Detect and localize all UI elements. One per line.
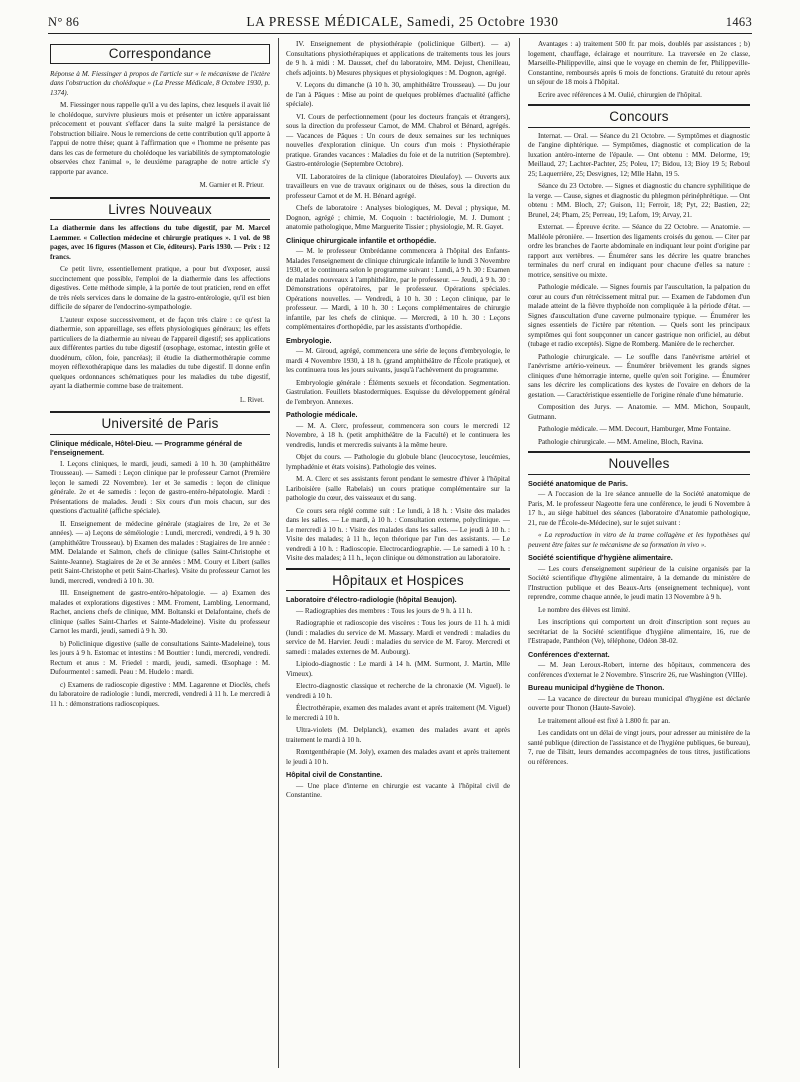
page-number: 1463	[725, 15, 752, 29]
article-paragraph: Pathologie chirurgicale. — MM. Ameline, Bloch, Ravina.	[538, 437, 704, 446]
book-reference: La diathermie dans les affections du tube digestif, par M. Marcel Laemmer. « Collection médecine et chirurgie pratiques ». 1 vol. de 98 pages, avec 16 figures (Masson et Cie, éditeurs). Paris 1930. — Prix : 12 francs.	[50, 224, 270, 261]
article-paragraph: — M. Jean Leroux-Robert, interne des hôpitaux, commencera des conférences d'externat le 2 Novembre. S'inscrire 26, rue Washington (VIIIe).	[528, 661, 750, 679]
subsection-title: Hôpital civil de Constantine.	[286, 770, 383, 779]
article-paragraph: III. Enseignement de gastro-entéro-hépatologie. — a) Examen des malades et explorations digestives : MM. Froment, Lambling, Lenormand, Rachet, anciens chefs de clinique, MM. Boltanski et Delafontaine, chefs de clinique (salles Saint-Charles et Sainte-Madeleine). Visite du professeur Carnot les mardi, jeudi, samedi à 9 h. 30.	[50, 589, 270, 635]
article-signature: L. Rivet.	[240, 396, 264, 404]
article-paragraph: Le nombre des élèves est limité.	[538, 605, 631, 614]
section-rule	[528, 474, 750, 475]
subsection-title: Société anatomique de Paris.	[528, 478, 628, 488]
article-paragraph: Les inscriptions qui comportent un droit d'inscription sont reçues au secrétariat de la Société scientifique d'hygiène alimentaire, 16, rue de l'Estrapade, Panthéon (Ve), téléphone, Odéon 38-02.	[528, 618, 750, 645]
article-paragraph: Embryologie générale : Éléments sexuels et fécondation. Segmentation. Gastrulation. Feuillets blastodermiques. Esquisse du développement général de l'embryon. Annexes.	[286, 378, 510, 406]
section-title-correspondance: Correspondance	[108, 46, 212, 61]
article-paragraph: Composition des Jurys. — Anatomie. — MM. Michon, Soupault, Gutmann.	[528, 403, 750, 421]
subsection-title: Embryologie.	[286, 335, 332, 345]
article-intro: Réponse à M. Fiessinger à propos de l'article sur « le mécanisme de l'ictère dans l'obstruction du cholédoque » (La Presse Médicale, 8 Octobre 1930, p. 1374).	[50, 69, 270, 97]
column-right	[528, 40, 750, 1074]
article-paragraph: Externat. — Épreuve écrite. — Séance du 22 Octobre. — Anatomie. — Malléole péronière. — Insertion des ligaments croisés du genou. — Citer par ordre les branches de l'aorte abdominale en indiquant leur point d'origine par rapport aux vertèbres. — Énumérer sans les décrire les quatre branches terminales du nerf crural en indiquant pour chacune d'elles sa nature : motrice, sensitive ou mixte.	[528, 223, 750, 279]
article-paragraph: Le traitement alloué est fixé à 1.800 fr. par an.	[538, 716, 671, 725]
article-paragraph: VI. Cours de perfectionnement (pour les docteurs français et étrangers), sous la direction du professeur Carnot, de MM. Chabrol et Bénard, agrégés. — Vacances de Pâques : Un cours de deux semaines sur les techniques nouvelles d'exploration clinique. Un cours d'un mois : Physiothérapie pratique. Grandes vacances : Maladies du foie et de la nutrition (Septembre). Gastro-entérologie (Septembre Octobre).	[286, 112, 510, 168]
article-paragraph: Séance du 23 Octobre. — Signes et diagnostic du chancre syphilitique de la verge. — Cause, signes et diagnostic du phlegmon périnéphrétique. — Ont obtenu : MM. Bloch, 27; Guison, 11; Ferroir, 18; Pyt, 22; Bastien, 22; Brunel, 24; Pham, 25; Perreau, 19; Lafom, 19; Arvay, 21.	[528, 182, 750, 219]
subsection-title: Pathologie médicale.	[286, 410, 358, 419]
section-heading-box	[50, 44, 270, 64]
issue-number: N° 86	[48, 15, 80, 29]
section-rule	[50, 434, 270, 435]
article-paragraph: Ultra-violets (M. Delplanck), examen des malades avant et après traitement le mardi à 10 h.	[286, 726, 510, 744]
section-rule	[286, 568, 510, 570]
article-paragraph: VII. Laboratoires de la clinique (laboratoires Dieulafoy). — Ouverts aux travailleurs en vue de travaux originaux ou de thèses, sous la direction du professeur Carnot et de M. H. Bénard agrégé.	[286, 172, 510, 200]
article-paragraph: — Une place d'interne en chirurgie est vacante à l'hôpital civil de Constantine.	[286, 781, 510, 799]
section-title-universite: Université de Paris	[101, 416, 219, 431]
section-rule	[50, 411, 270, 413]
article-paragraph: II. Enseignement de médecine générale (stagiaires de 1re, 2e et 3e années). — a) Leçons de séméiologie : Lundi, mercredi, vendredi, à 9 h. 30 (amphithéâtre Trousseau). b) Examen des malades : Stagiaires de 1re année : MM. Delalande et Salmon, chefs de clinique (salles Saint-Christophe et Sainte-Jeanne). Stagiaires de 2e et 3e années : MM. Coury et Libert (salles petit Saint-Christophe et petit Saint-Charles). Visite du professeur Carnot les lundi, mercredi, vendredi à 10 h. 30.	[50, 519, 270, 585]
article-paragraph: Lipiodo-diagnostic : Le mardi à 14 h. (MM. Surmont, J. Martin, Mlle Vimeux).	[286, 660, 510, 678]
article-quote: « La reproduction in vitro de la trame collagène et les hypothèses qui peuvent être faites sur le mécanisme de sa formation in vivo ».	[528, 531, 750, 549]
subsection-title: Laboratoire d'électro-radiologie (hôpital Beaujon).	[286, 595, 457, 604]
page-header	[48, 14, 752, 32]
section-rule	[528, 127, 750, 128]
article-paragraph: L'auteur expose successivement, et de façon très claire : ce qu'est la diathermie, son appareillage, ses effets physiologiques généraux; les effets particuliers de la diathermie au niveau de l'appareil digestif; ses applications aux différentes parties du tube digestif (œsophage, estomac, intestin grêle et duodénum, côlon, foie, pancréas); il étudie la diathermothérapie comme moyen réflexothérapique dans les maladies du tube digestif. Il donne enfin quelques ordonnances schématiques pour les maladies du tube digestif, ayant la diathermie comme base de traitement.	[50, 315, 270, 390]
article-paragraph: — M. le professeur Ombrédanne commencera à l'hôpital des Enfants-Malades l'enseignement de clinique chirurgicale infantile le lundi 3 Novembre 1930, et le continuera selon le programme suivant : Lundi, à 9 h. 30 : Examen de malades nouveaux à l'amphithéâtre, par le professeur. — Jeudi, à 9 h. 30 : Démonstrations opératoires, par le professeur. Opérations spéciales. Opérations nouvelles. — Vendredi, à 10 h. 30 : Leçon clinique, par le professeur. — Mardi, à 10 h. 30 : Leçons complémentaires de chirurgie infantile, par les chefs de clinique. — Mercredi, à 10 h. 30 : Leçons complémentaires d'orthopédie, par les assistants d'orthopédie.	[286, 247, 510, 331]
article-paragraph: Ce petit livre, essentiellement pratique, a pour but d'exposer, aussi succinctement que possible, l'emploi de la diathermie dans les affections digestives. Cette méthode simple, à la portée de tout praticien, rend en effet de très réels services dans le domaine de la gastro-entérologie, qu'il est bien difficile de séparer de l'endocrino-sympathologie.	[50, 265, 270, 311]
article-paragraph: Ecrire avec références à M. Oulié, chirurgien de l'hôpital.	[538, 90, 702, 99]
column-divider	[519, 38, 520, 1068]
header-rule	[48, 33, 752, 34]
article-paragraph: b) Policlinique digestive (salle de consultations Sainte-Madeleine), tous les jours à 9 h. Estomac et intestins : M Bouttier : lundi, mercredi, vendredi. Rectum et anus : M. Friedel : mardi, jeudi, samedi. Œsophage : M. Dufourmentel : samedi. Peau : M. Hudelo : mardi.	[50, 639, 270, 676]
subsection-title: Bureau municipal d'hygiène de Thonon.	[528, 683, 665, 692]
column-middle	[286, 40, 510, 1074]
subsection-title: Clinique chirurgicale infantile et orthopédie.	[286, 235, 437, 245]
section-title-concours: Concours	[609, 109, 669, 124]
article-paragraph: V. Leçons du dimanche (à 10 h. 30, amphithéâtre Trousseau). — Du jour de l'an à Pâques : Mise au point de quelques problèmes d'actualité (affiche spéciale).	[286, 81, 510, 108]
article-paragraph: Pathologie médicale. — MM. Decourt, Hamburger, Mme Fontaine.	[538, 425, 731, 433]
masthead: LA PRESSE MÉDICALE, Samedi, 25 Octobre 1930	[246, 14, 559, 29]
article-paragraph: — A l'occasion de la 1re séance annuelle de la Société anatomique de Paris, M. le professeur Nageotte fera une conférence, le jeudi 6 Novembre à 17 h., au siège habituel des séances (laboratoire d'Anatomie pathologique, 21, rue de l'École-de-Médecine), sur le sujet suivant :	[528, 490, 750, 527]
article-paragraph: IV. Enseignement de physiothérapie (policlinique Gilbert). — a) Consultations physiothérapiques et applications de traitements tous les jours de 9 h. à midi : M. Dausset, chef du laboratoire, MM. Dejust, Chenilleau, chefs adjoints. b) Mesures physiques et physiologiques : M. Dognon, agrégé.	[286, 40, 510, 77]
article-paragraph: Pathologie médicale. — Signes fournis par l'auscultation, la palpation du cœur au cours d'un rétrécissement mitral pur. — Examen de l'abdomen d'un malade atteint de la fièvre thyphoïde non compliquée à la période d'état. — Signes d'auscultation d'une caverne pulmonaire typique. — Énumérer les signes essentiels de l'ictère par rétention. — Quels sont les principaux symptômes qui font soupçonner un cancer gastrique non orificiel, au début (tubage et radio exceptés). Signe de Romberg. Manière de le rechercher.	[528, 283, 750, 348]
subsection-title: Clinique médicale, Hôtel-Dieu. — Programme général de l'enseignement.	[50, 438, 243, 457]
section-title-hopitaux: Hôpitaux et Hospices	[332, 572, 464, 588]
article-paragraph: — Radiographies des membres : Tous les jours de 9 h. à 11 h.	[296, 606, 473, 615]
section-title-livres: Livres Nouveaux	[108, 201, 212, 217]
article-paragraph: — La vacance de directeur du bureau municipal d'hygiène est déclarée ouverte pour Thonon (Haute-Savoie).	[528, 694, 750, 712]
article-paragraph: I. Leçons cliniques, le mardi, jeudi, samedi à 10 h. 30 (amphithéâtre Trousseau). — Samedi : Leçon clinique par le professeur Carnot (Première leçon le samedi 22 Novembre). 1er et 3e samedis : leçon de clinique générale. 2e et 4e samedis : leçon de gastro-entéro-hépatologie. Mardi : Présentations de malades. Jeudi : Six cours d'un mois chacun, sur des questions d'actualité (affiche spéciale).	[50, 459, 270, 515]
article-paragraph: Electro-diagnostic classique et recherche de la chronaxie (M. Viguel). le vendredi à 10 h.	[286, 682, 510, 700]
article-paragraph: M. A. Clerc et ses assistants feront pendant le semestre d'hiver à l'hôpital Lariboisière (salle Rabelais) un cours pratique complémentaire sur la pathologie du cœur, des vaisseaux et du sang.	[286, 475, 510, 502]
article-paragraph: — M. A. Clerc, professeur, commencera son cours le mercredi 12 Novembre, à 18 h. (petit amphithéâtre de la Faculté) et le continuera les vendredis, lundis et mercredis suivants à la même heure.	[286, 421, 510, 449]
subsection-title: Conférences d'externat.	[528, 649, 610, 659]
article-paragraph: Électrothérapie, examen des malades avant et après traitement (M. Viguel) le mercredi à 10 h.	[286, 704, 510, 722]
article-paragraph: M. Fiessinger nous rappelle qu'il a vu des lapins, chez lesquels il avait lié le cholédoque, survivre plusieurs mois et présenter un ictère apparaissant précocement et pouvant s'effacer dans la suite malgré la persistance de l'obstruction biliaire. Nous le remercions de cette contribution qu'il apporte à l'appui de notre thèse; quant à l'affirmation que « l'homme ne présente pas dans les cas de fermeture du cholédoque les variabilités de symptomatologie observées chez l'animal », le deuxième paragraphe de notre article s'y rapporte par avance.	[50, 101, 270, 176]
section-title-nouvelles: Nouvelles	[608, 456, 670, 471]
section-rule	[528, 451, 750, 453]
article-paragraph: Les candidats ont un délai de vingt jours, pour adresser au ministère de la santé publique (direction de l'assistance et de l'hygiène publiques, 6e bureau), 7, rue de Tilsitt, leurs demandes accompagnées de tous titres, justifications ou références.	[528, 729, 750, 766]
section-rule	[50, 219, 270, 220]
section-rule	[286, 590, 510, 591]
column-left	[50, 40, 270, 1074]
article-paragraph: — Les cours d'enseignement supérieur de la cuisine organisés par la Société scientifique d'hygiène alimentaire, à la demande du ministère de l'Instruction publique et des Beaux-Arts (enseignement technique), vont reprendre, comme chaque année, le jeudi matin 13 Novembre à 9 h.	[528, 564, 750, 601]
article-signature: M. Garnier et R. Prieur.	[199, 182, 264, 189]
article-paragraph: Rœntgenthérapie (M. Joly), examen des malades avant et après traitement le jeudi à 10 h.	[286, 748, 510, 766]
article-paragraph: Ce cours sera réglé comme suit : Le lundi, à 18 h. : Visite des malades dans les salles. — Le mardi, à 10 h. : Consultation externe, polyclinique. — Le mercredi à 10 h. : Visite des malades dans les salles. — Le jeudi à 10 h. : Visite des malades; à 11 h., leçon théorique par l'un des assistants. — Le vendredi à 10 h. : Radioscopie. Electrocardiographie. — Le samedi à 10 h. : Visite des malades; à 11 h., leçon clinique ou démonstration au laboratoire.	[286, 506, 510, 562]
subsection-title: Société scientifique d'hygiène alimentaire.	[528, 553, 673, 562]
article-paragraph: Chefs de laboratoire : Analyses biologiques, M. Deval ; physique, M. Dognon, agrégé ; chimie, M. Coquoin : bactériologie, M. J. Dumont ; anatomie pathologique, Mme Marguerite Tissier ; physiologie, M. R. Gayet.	[286, 204, 510, 231]
article-paragraph: c) Examens de radioscopie digestive : MM. Lagarenne et Dioclès, chefs du laboratoire de radiologie : lundi, mercredi, vendredi à 11 h. Le mercredi à 11 h. : démonstrations radioscopiques.	[50, 680, 270, 708]
article-paragraph: Pathologie chirurgicale. — Le souffle dans l'anévrisme artériel et l'anévrisme artério-veineux. — Énumérer brièvement les grands signes cliniques d'une hémorragie interne, quelle qu'en soit l'origine. — Énumérer sans les décrire les complications des kystes de l'ovaire en dehors de la gestation. — Caractéristique essentielle de l'origine rénale d'une hématurie.	[528, 352, 750, 399]
article-paragraph: — M. Giroud, agrégé, commencera une série de leçons d'embryologie, le mardi 4 Novembre 1930, à 18 h. (grand amphithéâtre de l'École pratique), et les continuera tous les jours suivants, jusqu'à l'achèvement du programme.	[286, 347, 510, 374]
section-rule	[50, 197, 270, 199]
column-divider	[278, 38, 279, 1068]
article-paragraph: Radiographie et radioscopie des viscères : Tous les jours de 11 h. à midi (lundi : maladies du service de M. Massary. Mardi et vendredi : maladies du service de M. Harvier. Jeudi : maladies du service de M. Faroy. Mercredi et samedi : malades externes de M. Aubourg).	[286, 619, 510, 656]
article-paragraph: Objet du cours. — Pathologie du globule blanc (leucocytose, leucémies, lymphadénie et états voisins). Pathologie des veines.	[286, 453, 510, 471]
article-paragraph: Avantages : a) traitement 500 fr. par mois, doublés par assistances ; b) logement, chauffage, éclairage et nourriture. La traversée en 2e classe, Marseille-Philippeville, ainsi que le voyage en chemin de fer, Philippeville-Constantine, remboursés après 6 mois de fonctions. Gratuité du retour après un séjour de 18 mois à l'hôpital.	[528, 40, 750, 86]
section-rule	[528, 104, 750, 106]
article-paragraph: Internat. — Oral. — Séance du 21 Octobre. — Symptômes et diagnostic de l'angine diphtérique. — Symptômes, diagnostic et complication de la luxation antéro-interne de l'épaule. — Ont obtenu : MM. Delorme, 19; Meillaud, 27; Lachter-Pachter, 25; Poleu, 17; Bidou, 13; Bioy 19 5; Reboul 25; Laquerrière, 25; Desvignes, 12; Mlle Hahn, 19 5.	[528, 131, 750, 178]
